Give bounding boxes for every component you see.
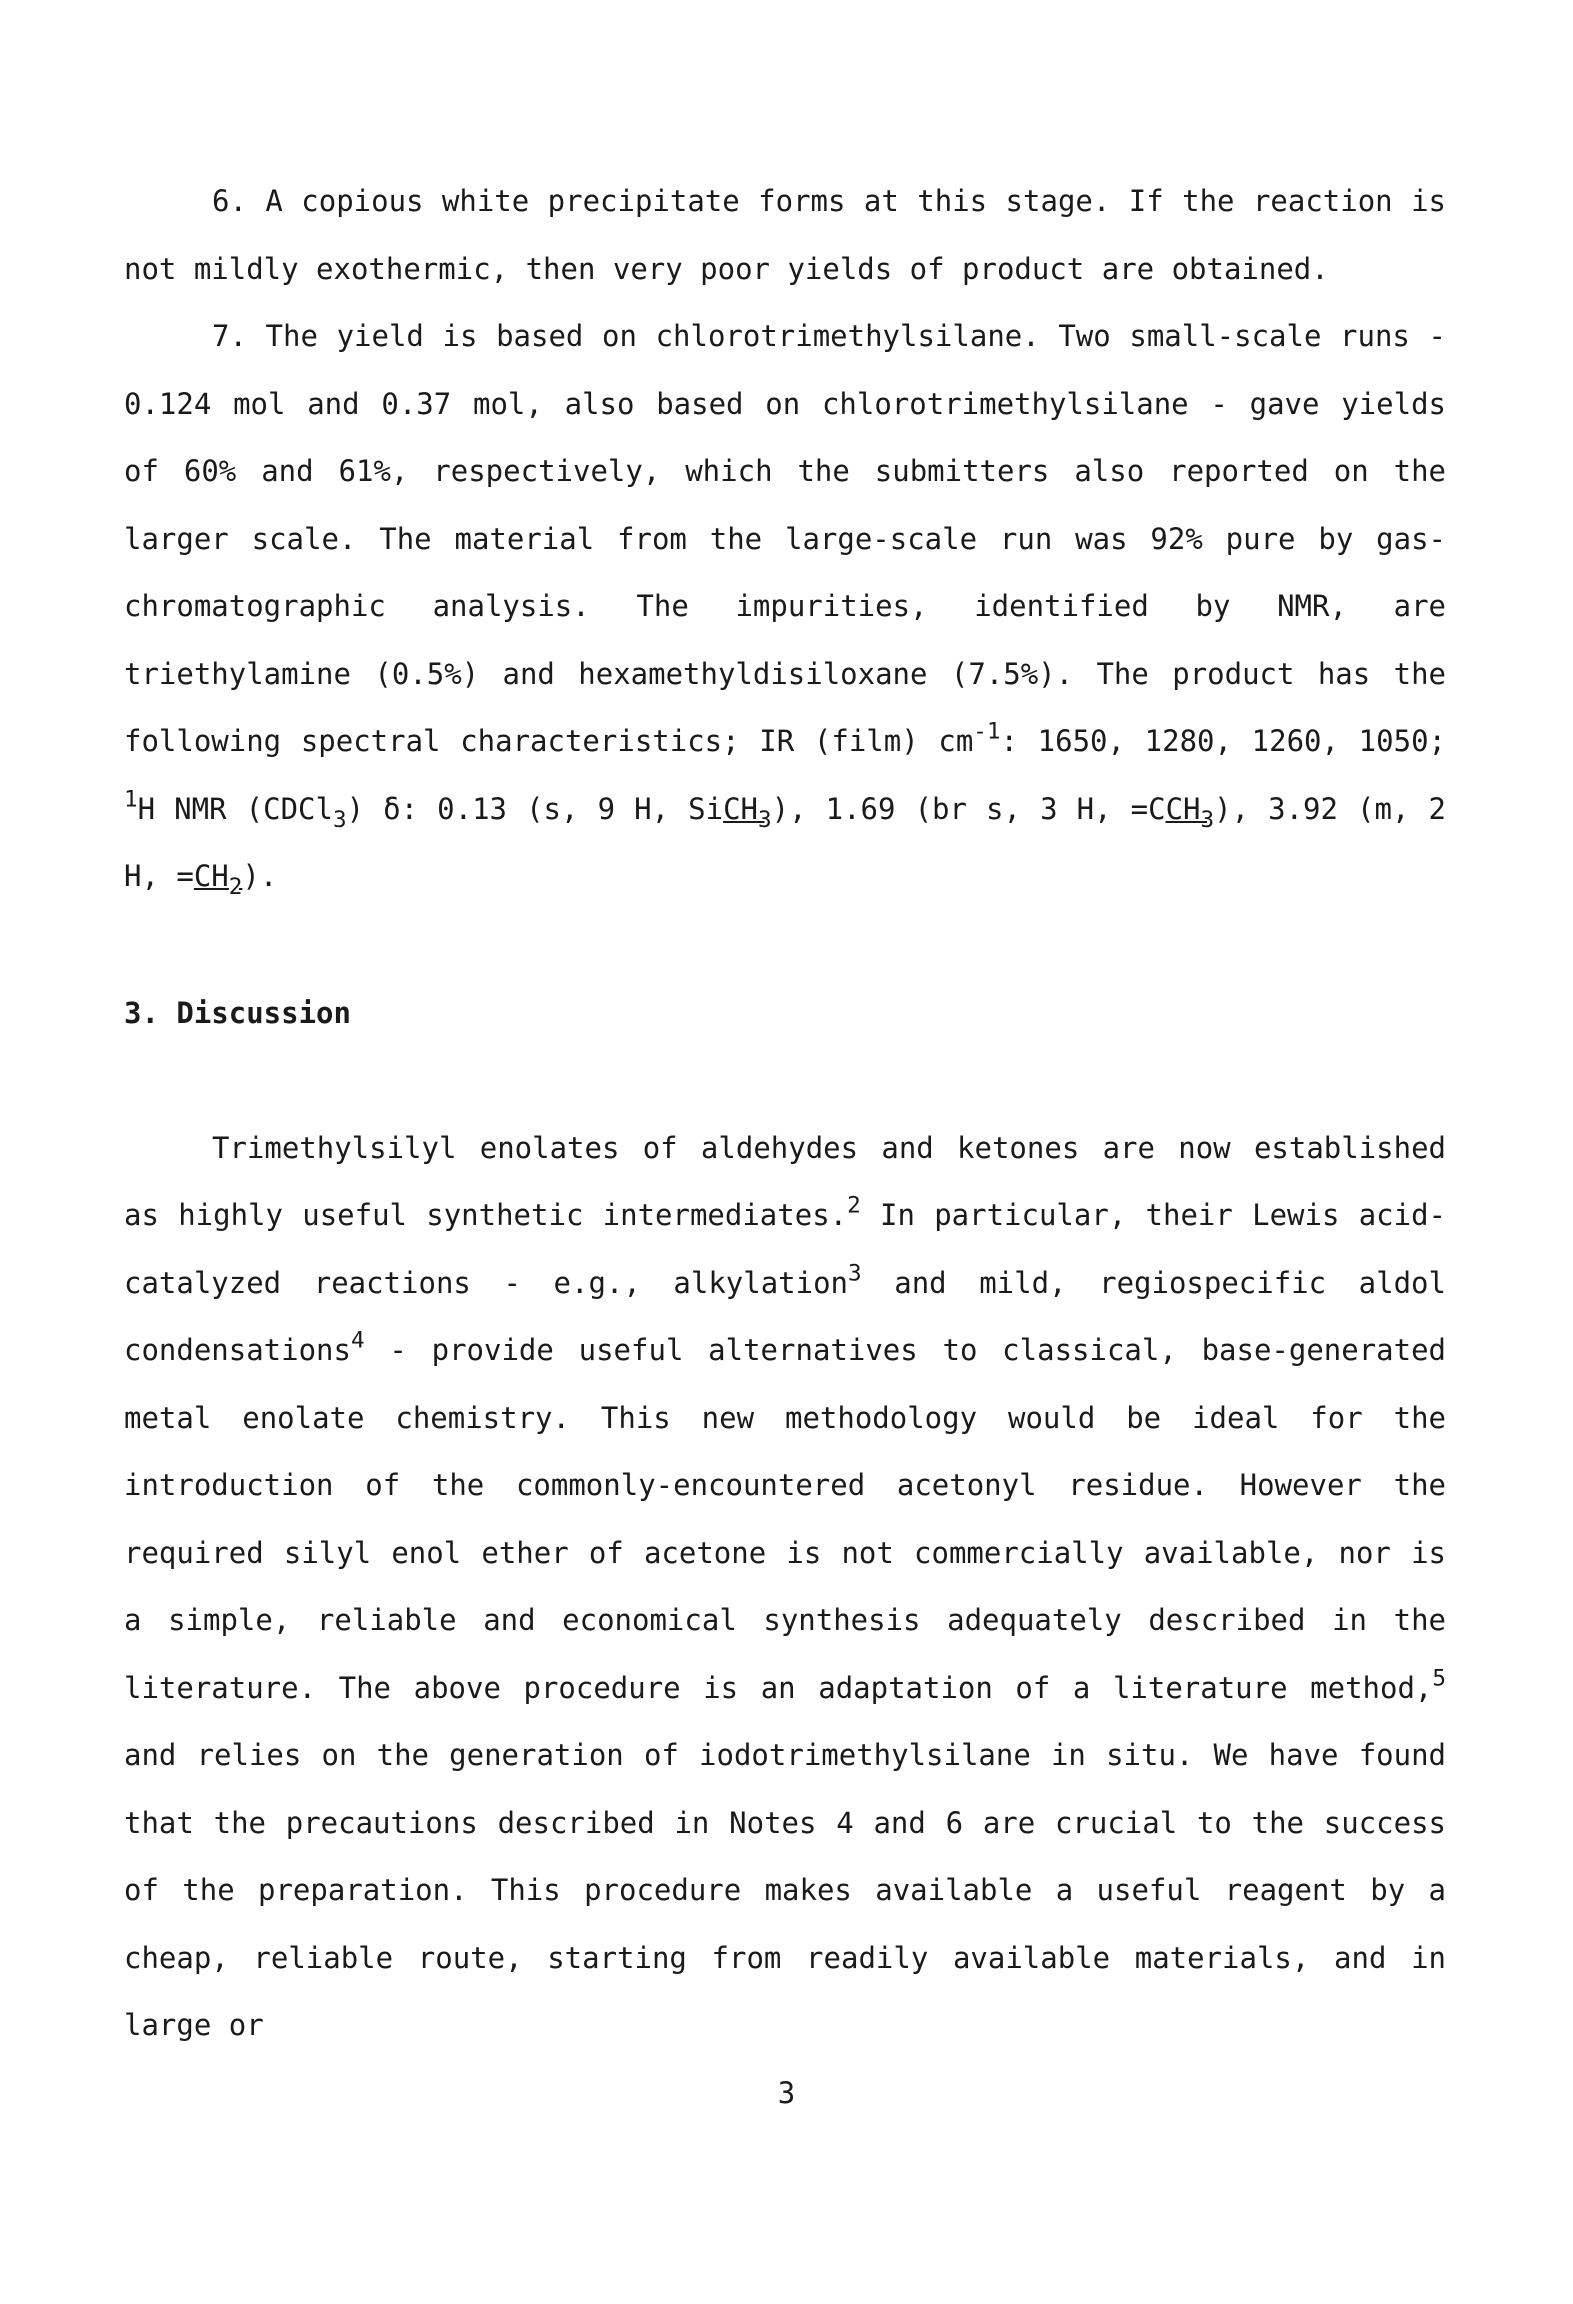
cch3-subscript: 3 xyxy=(1200,806,1215,833)
reference-2: 2 xyxy=(847,1192,861,1219)
nmr-end: ). xyxy=(242,859,278,893)
sich3-group xyxy=(723,791,772,833)
ch2-group xyxy=(193,859,243,900)
nmr-isotope-superscript: 1 xyxy=(124,786,138,813)
ir-unit-superscript: -1 xyxy=(973,718,1001,745)
ch2-ch: CH xyxy=(193,859,229,893)
reference-4: 4 xyxy=(350,1327,365,1354)
ch2-subscript: 2 xyxy=(228,873,243,900)
ir-values: : 1650, 1280, 1260, 1050; xyxy=(1000,724,1446,758)
note-6 xyxy=(124,168,1446,303)
discussion-text-2: In particular, their Lewis acid-catalyzed reactions - e.g., alkylation xyxy=(124,1198,1446,1300)
reference-3: 3 xyxy=(848,1260,862,1287)
discussion-text-4: - provide useful alternatives to classical, base-generated metal enolate chemistry. This new methodology would be ideal for the introduction of the commonly-encountered acetonyl residue. However the required silyl enol ether of acetone is not commercially available, nor is a simple, reliable and economical synthesis adequately described in the literature. The above procedure is an adaptation of a literature method, xyxy=(124,1333,1446,1705)
nmr-shift-3: ), 3.92 (m, 2 H, = xyxy=(124,791,1446,893)
discussion-text-3: and mild, regiospecific aldol condensations xyxy=(124,1265,1446,1367)
sich3-subscript: 3 xyxy=(758,806,772,833)
page-number: 3 xyxy=(777,2076,796,2110)
sich3-ch: CH xyxy=(723,791,758,826)
note-7 xyxy=(124,303,1446,911)
discussion-text-1: Trimethylsilyl enolates of aldehydes and ketones are now established as highly useful synthetic intermediates. xyxy=(124,1130,1446,1232)
nmr-label: H NMR (CDCl xyxy=(137,791,333,826)
cdcl3-subscript: 3 xyxy=(332,806,347,833)
nmr-shift-1: ) δ: 0.13 (s, 9 H, Si xyxy=(346,791,724,826)
reference-5: 5 xyxy=(1432,1665,1446,1692)
cch3-ch: CH xyxy=(1165,791,1201,826)
discussion-paragraph xyxy=(124,1115,1446,2060)
section-heading: 3. Discussion xyxy=(124,995,351,1030)
page-body xyxy=(124,168,1446,2060)
note-6-text: 6. A copious white precipitate forms at this stage. If the reaction is not mildly exothermic, then very poor yields of product are obtained. xyxy=(124,184,1446,286)
cch3-group xyxy=(1165,791,1215,833)
nmr-shift-2: ), 1.69 (br s, 3 H, =C xyxy=(771,791,1166,826)
discussion-text-5: and relies on the generation of iodotrimethylsilane in situ. We have found that the precautions described in Notes 4 and 6 are crucial to the success of the preparation. This procedure makes available a useful reagent by a cheap, reliable route, starting from readily available materials, and in large or xyxy=(124,1738,1446,2042)
note-7-text: 7. The yield is based on chlorotrimethylsilane. Two small-scale runs - 0.124 mol and 0.37 mol, also based on chlorotrimethylsilane - gave yields of 60% and 61%, respectively, which the submitters also reported on the larger scale. The material from the large-scale run was 92% pure by gas-chromatographic analysis. The impurities, identified by NMR, are triethylamine (0.5%) and hexamethyldisiloxane (7.5%). The product has the following spectral characteristics; IR (film) cm xyxy=(124,319,1446,758)
